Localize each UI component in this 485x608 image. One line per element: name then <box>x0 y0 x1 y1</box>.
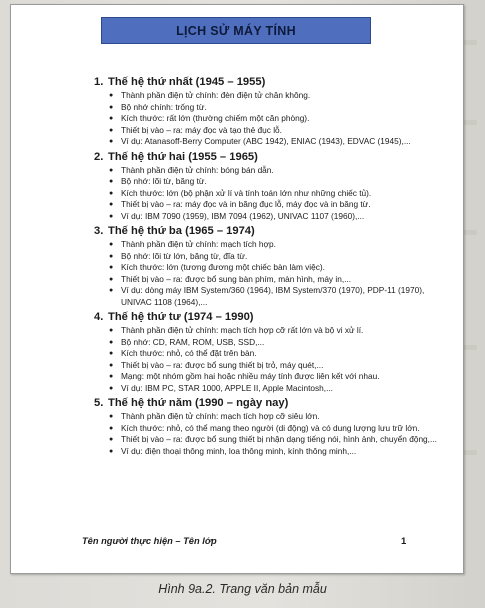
list-item <box>77 136 455 148</box>
list-item-text: Thành phần điện tử chính: bóng bán dẫn. <box>121 164 274 175</box>
bullet-icon: ● <box>109 350 114 357</box>
list-item <box>77 251 455 263</box>
bullet-icon: ● <box>109 338 114 346</box>
list-item <box>77 165 455 177</box>
bullet-icon: ● <box>109 126 114 134</box>
bullet-icon: ● <box>109 189 114 197</box>
list-item <box>77 125 455 137</box>
generation-number: 3. <box>94 225 104 237</box>
list-item-text: Mạng: một nhóm gồm hai hoặc nhiều máy tính được liên kết với nhau. <box>121 371 380 381</box>
generation-number: 5. <box>94 397 104 409</box>
list-item <box>77 337 455 349</box>
list-item-text: Thiết bị vào – ra: được bổ sung thiết bị nhận dạng tiếng nói, hình ảnh, chuyển động,... <box>121 434 437 444</box>
bullet-icon: ● <box>109 166 114 174</box>
list-item <box>77 383 455 395</box>
generation-section <box>77 75 455 148</box>
bullet-icon: ● <box>109 275 114 283</box>
generation-heading <box>94 224 455 238</box>
bullet-icon: ● <box>109 212 114 220</box>
list-item-text: Thành phần điện tử chính: mạch tích hợp cỡ rất lớn và bộ vi xử lí. <box>121 325 364 335</box>
list-item <box>77 348 455 360</box>
generations-list <box>77 75 455 459</box>
list-item-text: Thành phần điện tử chính: đèn điện tử chân không. <box>121 90 311 100</box>
bullet-icon: ● <box>109 413 114 420</box>
generation-items <box>77 411 455 457</box>
list-item <box>77 176 455 188</box>
list-item-text: Kích thước: nhỏ, có thể mang theo người (di động) và có dung lượng lưu trữ lớn. <box>121 422 420 433</box>
list-item-text: Ví dụ: IBM 7090 (1959), IBM 7094 (1962), UNIVAC 1107 (1960),... <box>121 210 365 221</box>
document-title: LỊCH SỬ MÁY TÍNH <box>176 23 296 38</box>
generation-number: 1. <box>94 76 104 88</box>
list-item-text: Bộ nhớ chính: trống từ. <box>121 101 207 112</box>
sample-document-page <box>10 4 464 574</box>
figure-caption: Hình 9a.2. Trang văn bản mẫu <box>158 582 327 596</box>
generation-title: Thế hệ thứ năm (1990 – ngày nay) <box>108 397 289 409</box>
bullet-icon: ● <box>109 138 114 145</box>
generation-title: Thế hệ thứ nhất (1945 – 1955) <box>108 76 266 88</box>
page-number: 1 <box>401 536 407 547</box>
generation-title: Thế hệ thứ tư (1974 – 1990) <box>108 311 254 323</box>
generation-items <box>77 90 455 148</box>
list-item-text: Ví dụ: Atanasoff-Berry Computer (ABC 1942), ENIAC (1943), EDVAC (1945),... <box>121 136 411 146</box>
list-item-text: Kích thước: lớn (bộ phận xử lí và tính toán lớn như những chiếc tủ). <box>121 187 372 198</box>
list-item <box>77 446 455 458</box>
generation-heading <box>94 75 455 89</box>
generation-section <box>77 150 455 223</box>
list-item <box>77 188 455 200</box>
title-banner <box>101 17 371 44</box>
list-item <box>77 434 455 446</box>
bullet-icon: ● <box>109 252 114 260</box>
list-item-text: Bộ nhớ: lõi từ, băng từ. <box>121 176 207 186</box>
list-item <box>77 411 455 423</box>
generation-section <box>77 310 455 394</box>
list-item <box>77 285 455 308</box>
generation-items <box>77 165 455 223</box>
bullet-icon: ● <box>109 201 114 208</box>
generation-items <box>77 239 455 308</box>
bullet-icon: ● <box>109 92 114 99</box>
list-item <box>77 360 455 372</box>
bullet-icon: ● <box>109 436 114 443</box>
list-item <box>77 211 455 223</box>
list-item-text: Ví dụ: dòng máy IBM System/360 (1964), IBM System/370 (1970), PDP-11 (1970), UNIVAC 1108 (1964),... <box>121 285 425 307</box>
generation-items <box>77 325 455 394</box>
list-item-text: Thiết bị vào – ra: được bổ sung thiết bị trỏ, máy quét,... <box>121 359 324 370</box>
bullet-icon: ● <box>109 241 114 248</box>
bullet-icon: ● <box>109 361 114 369</box>
bullet-icon: ● <box>109 264 114 271</box>
list-item <box>77 199 455 211</box>
list-item <box>77 325 455 337</box>
generation-number: 4. <box>94 311 104 323</box>
bullet-icon: ● <box>109 373 114 380</box>
list-item <box>77 423 455 435</box>
list-item <box>77 102 455 114</box>
list-item-text: Kích thước: lớn (tương đương một chiếc bàn làm việc). <box>121 262 325 272</box>
bullet-icon: ● <box>109 447 114 455</box>
author-signature: Tên người thực hiện – Tên lớp <box>82 536 217 546</box>
list-item-text: Kích thước: nhỏ, có thể đặt trên bàn. <box>121 348 257 358</box>
list-item-text: Thiết bị vào – ra: được bổ sung bàn phím, màn hình, máy in,... <box>121 273 352 284</box>
generation-heading <box>94 396 455 410</box>
bullet-icon: ● <box>109 384 114 392</box>
bullet-icon: ● <box>109 287 114 294</box>
generation-number: 2. <box>94 150 104 163</box>
bullet-icon: ● <box>109 115 114 122</box>
list-item <box>77 239 455 251</box>
list-item <box>77 90 455 102</box>
list-item-text: Thành phần điện tử chính: mạch tích hợp cỡ siêu lớn. <box>121 411 320 421</box>
list-item <box>77 274 455 286</box>
list-item <box>77 113 455 125</box>
bullet-icon: ● <box>109 178 114 185</box>
list-item-text: Kích thước: rất lớn (thường chiếm một căn phòng). <box>121 113 310 123</box>
bullet-icon: ● <box>109 103 114 111</box>
list-item-text: Bộ nhớ: lõi từ lớn, băng từ, đĩa từ. <box>121 250 248 261</box>
list-item-text: Ví dụ: điện thoại thông minh, loa thông minh, kính thông minh,... <box>121 445 357 456</box>
list-item-text: Thiết bị vào – ra: máy đọc và tạo thẻ đục lỗ. <box>121 124 282 135</box>
generation-heading <box>94 150 455 164</box>
bullet-icon: ● <box>109 327 114 334</box>
list-item <box>77 262 455 274</box>
list-item-text: Thành phần điện tử chính: mạch tích hợp. <box>121 239 276 249</box>
generation-section <box>77 396 455 457</box>
bullet-icon: ● <box>109 424 114 432</box>
generation-title: Thế hệ thứ hai (1955 – 1965) <box>108 150 258 163</box>
list-item-text: Ví dụ: IBM PC, STAR 1000, APPLE II, Apple Macintosh,... <box>121 382 333 393</box>
list-item <box>77 371 455 383</box>
generation-heading <box>94 310 455 324</box>
list-item-text: Bộ nhớ: CD, RAM, ROM, USB, SSD,... <box>121 336 265 347</box>
list-item-text: Thiết bị vào – ra: máy đọc và in băng đục lỗ, máy đọc và in băng từ. <box>121 199 371 209</box>
generation-section <box>77 224 455 308</box>
generation-title: Thế hệ thứ ba (1965 – 1974) <box>108 225 255 237</box>
